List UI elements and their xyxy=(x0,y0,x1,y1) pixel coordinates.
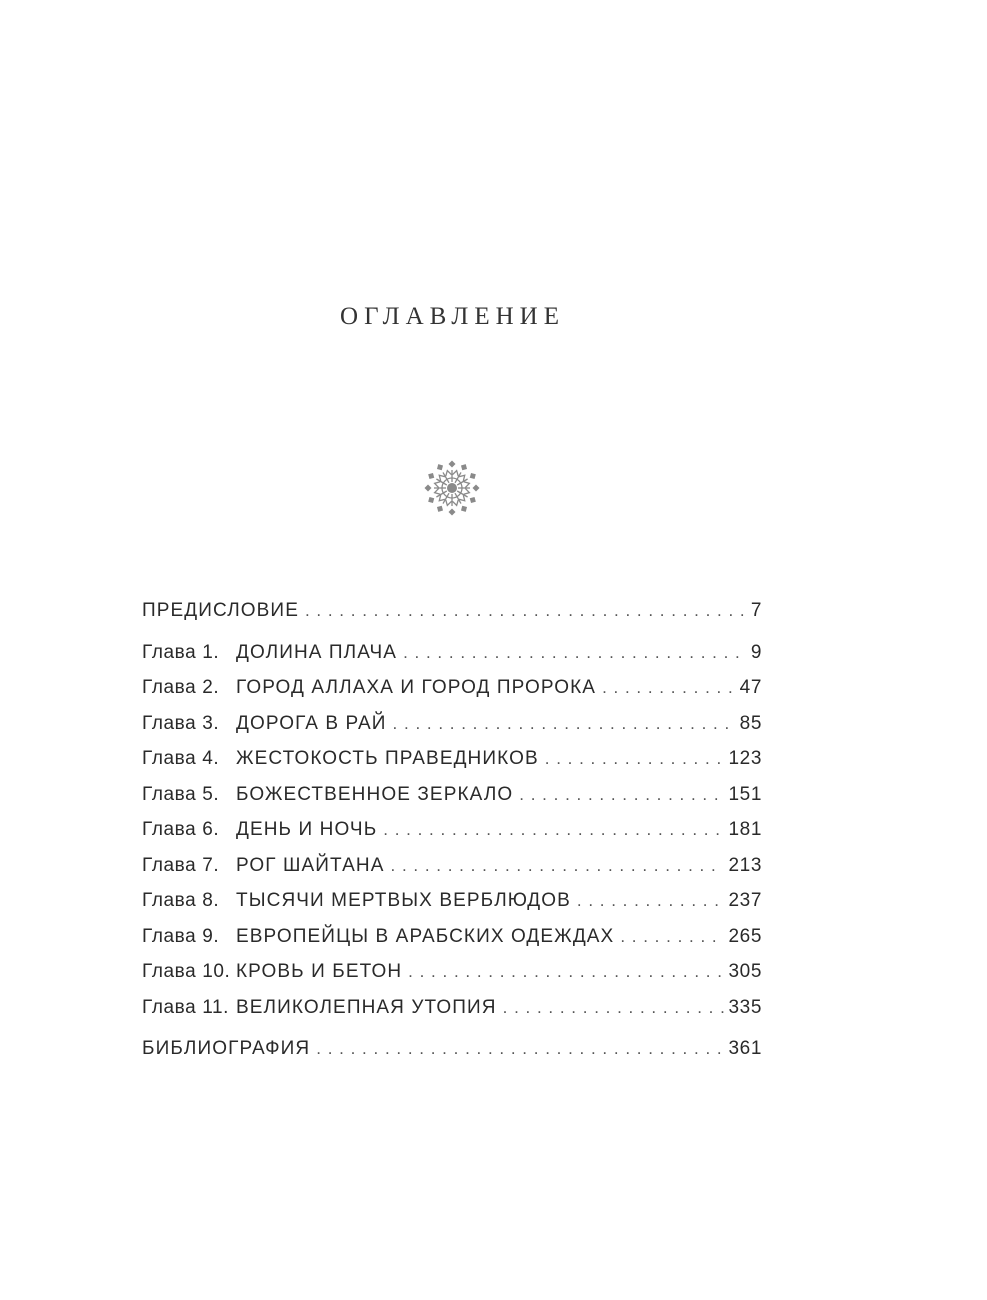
toc-entry-page: 237 xyxy=(728,890,762,911)
toc-entry-chapter[interactable] xyxy=(142,819,762,855)
toc-entry-number: Глава 8. xyxy=(142,890,220,911)
chapter-list xyxy=(142,642,762,1033)
dot-leader xyxy=(620,927,724,947)
toc-entry-page: 47 xyxy=(739,677,762,698)
toc-entry-page: 213 xyxy=(728,854,762,876)
toc-entry-page: 305 xyxy=(728,961,762,982)
toc-entry-chapter[interactable] xyxy=(142,713,762,749)
toc-entry-number: Глава 10. xyxy=(142,961,231,982)
toc-entry-page: 335 xyxy=(728,996,762,1018)
dot-leader xyxy=(577,891,725,911)
toc-entry-label: ДОРОГА В РАЙ xyxy=(236,712,387,734)
toc-entry-page: 181 xyxy=(728,819,762,840)
arabesque-rosette-icon xyxy=(421,457,483,519)
toc-entry-preface[interactable] xyxy=(142,600,762,636)
toc-entry-label: ЕВРОПЕЙЦЫ В АРАБСКИХ ОДЕЖДАХ xyxy=(236,925,615,947)
toc-entry-chapter[interactable] xyxy=(142,926,762,962)
toc-entry-number: Глава 7. xyxy=(142,854,220,876)
toc-entry-label: ЖЕСТОКОСТЬ ПРАВЕДНИКОВ xyxy=(236,748,539,769)
toc-entry-label: РОГ ШАЙТАНА xyxy=(236,854,385,876)
toc-entry-number: Глава 6. xyxy=(142,819,220,840)
dot-leader xyxy=(602,678,736,698)
toc-entry-page: 265 xyxy=(728,925,762,947)
dot-leader xyxy=(391,856,725,876)
toc-entry-page: 85 xyxy=(739,712,762,734)
toc-entry-chapter[interactable] xyxy=(142,890,762,926)
dot-leader xyxy=(519,785,724,805)
toc-entry-label: ВЕЛИКОЛЕПНАЯ УТОПИЯ xyxy=(236,996,497,1018)
toc-entry-chapter[interactable] xyxy=(142,997,762,1033)
toc-entry-page: 151 xyxy=(728,783,762,805)
toc-entry-label: КРОВЬ И БЕТОН xyxy=(236,961,403,982)
toc-entry-label: ДОЛИНА ПЛАЧА xyxy=(236,641,398,663)
toc-entry-number: Глава 5. xyxy=(142,783,220,805)
toc-entry-label: БОЖЕСТВЕННОЕ ЗЕРКАЛО xyxy=(236,783,514,805)
dot-leader xyxy=(393,714,736,734)
dot-leader xyxy=(408,962,724,982)
toc-entry-number: Глава 2. xyxy=(142,677,220,698)
toc-entry-label: ДЕНЬ И НОЧЬ xyxy=(236,819,378,840)
toc-entry-label: БИБЛИОГРАФИЯ xyxy=(142,1038,311,1059)
toc-entry-chapter[interactable] xyxy=(142,784,762,820)
dot-leader xyxy=(305,601,747,621)
toc-entry-chapter[interactable] xyxy=(142,748,762,784)
dot-leader xyxy=(316,1039,724,1059)
toc-entry-label: ГОРОД АЛЛАХА И ГОРОД ПРОРОКА xyxy=(236,677,597,698)
toc-entry-label: ПРЕДИСЛОВИЕ xyxy=(142,600,299,621)
dot-leader xyxy=(503,998,725,1018)
toc-entry-chapter[interactable] xyxy=(142,642,762,678)
page-title: ОГЛАВЛЕНИЕ xyxy=(340,303,565,330)
table-of-contents xyxy=(142,600,762,1074)
toc-entry-bibliography[interactable] xyxy=(142,1038,762,1074)
toc-entry-page: 361 xyxy=(728,1038,762,1059)
toc-entry-number: Глава 11. xyxy=(142,996,230,1018)
toc-entry-page: 9 xyxy=(750,641,762,663)
toc-entry-chapter[interactable] xyxy=(142,961,762,997)
toc-entry-number: Глава 3. xyxy=(142,712,220,734)
toc-entry-label: ТЫСЯЧИ МЕРТВЫХ ВЕРБЛЮДОВ xyxy=(236,890,571,911)
toc-entry-number: Глава 4. xyxy=(142,748,220,769)
toc-entry-chapter[interactable] xyxy=(142,677,762,713)
dot-leader xyxy=(403,643,747,663)
dot-leader xyxy=(545,749,725,769)
toc-entry-page: 7 xyxy=(750,600,762,621)
dot-leader xyxy=(383,820,724,840)
toc-entry-number: Глава 1. xyxy=(142,641,220,663)
toc-entry-number: Глава 9. xyxy=(142,925,220,947)
toc-entry-chapter[interactable] xyxy=(142,855,762,891)
toc-entry-page: 123 xyxy=(728,748,762,769)
